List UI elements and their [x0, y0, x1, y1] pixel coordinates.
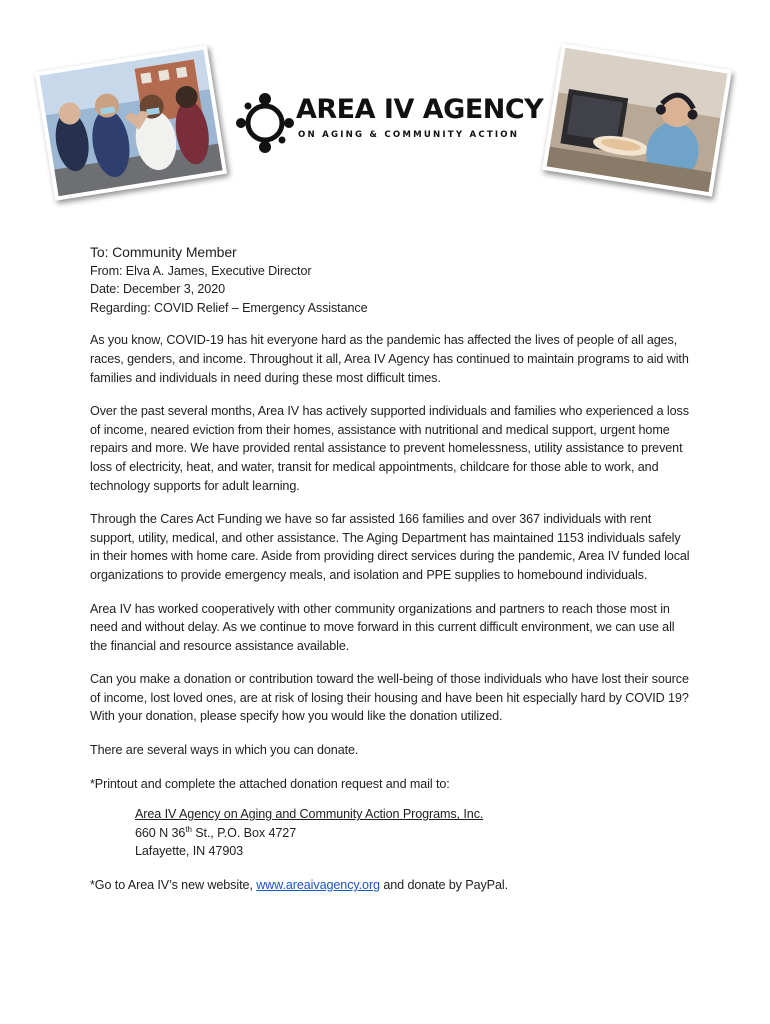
- agency-logo: [236, 92, 544, 154]
- address-street-suffix: th: [185, 824, 192, 834]
- website-post-text: and donate by PayPal.: [379, 878, 508, 893]
- logo-title: AREA IV AGENCY: [296, 94, 544, 125]
- staff-photo-image: [39, 50, 222, 196]
- child-photo-image: [547, 48, 728, 192]
- website-pre-text: *Go to Area IV’s new website,: [90, 878, 257, 893]
- child-photo: [542, 43, 732, 196]
- address-street-rest: St., P.O. Box 4727: [191, 825, 297, 840]
- mailing-address: [135, 805, 690, 861]
- header-date: Date: December 3, 2020: [90, 282, 226, 297]
- logo-subtitle: ON AGING & COMMUNITY ACTION: [298, 130, 520, 140]
- address-street-number: 660 N 36: [135, 825, 186, 840]
- paragraph-ways: There are several ways in which you can donate.: [90, 743, 359, 758]
- letter-body: [90, 243, 690, 895]
- header-from: From: Elva A. James, Executive Director: [90, 263, 312, 278]
- address-org: Area IV Agency on Aging and Community Action Programs, Inc.: [135, 807, 484, 822]
- paragraph-website: [90, 876, 690, 895]
- header-regarding: Regarding: COVID Relief – Emergency Assistance: [90, 300, 368, 315]
- paragraph-cooperation: Area IV has worked cooperatively with other community organizations and partners to reach those most in need and without delay. As we continue to move forward in this current difficult environment, we can use all the financial and resource assistance available.: [90, 601, 675, 653]
- paragraph-support: Over the past several months, Area IV has actively supported individuals and families who experienced a loss of income, neared eviction from their homes, assistance with nutritional and medical support, urgent home repairs and more. We have provided rental assistance to prevent homelessness, utility assistance to prevent loss of electricity, heat, and water, transit for medical appointments, childcare for those able to work, and technology supports for adult learning.: [90, 404, 689, 493]
- header-to: To: Community Member: [90, 244, 237, 260]
- address-city: Lafayette, IN 47903: [135, 844, 244, 859]
- website-link[interactable]: www.areaivagency.org: [256, 878, 380, 893]
- paragraph-cares-act: Through the Cares Act Funding we have so far assisted 166 families and over 367 individuals with rent support, utility, medical, and other assistance. The Aging Department has maintained 1153 individuals safely in their homes with home care. Aside from providing direct services during the pandemic, Area IV funded local organizations to provide emergency meals, and isolation and PPE supplies to homebound individuals.: [90, 512, 690, 582]
- staff-photo: [35, 45, 227, 201]
- address-street: [135, 824, 690, 843]
- paragraph-printout: *Printout and complete the attached donation request and mail to:: [90, 776, 450, 791]
- paragraph-intro: As you know, COVID-19 has hit everyone hard as the pandemic has affected the lives of people of all ages, races, genders, and income. Throughout it all, Area IV Agency has continued to maintain programs to aid with families and individuals in need during these most difficult times.: [90, 333, 689, 385]
- logo-mark-icon: [236, 92, 294, 154]
- paragraph-donation-ask: Can you make a donation or contribution toward the well-being of those individuals who have lost their source of income, lost loved ones, are at risk of losing their housing and have been hit especially hard by COVID 19? With your donation, please specify how you would like the donation utilized.: [90, 672, 689, 724]
